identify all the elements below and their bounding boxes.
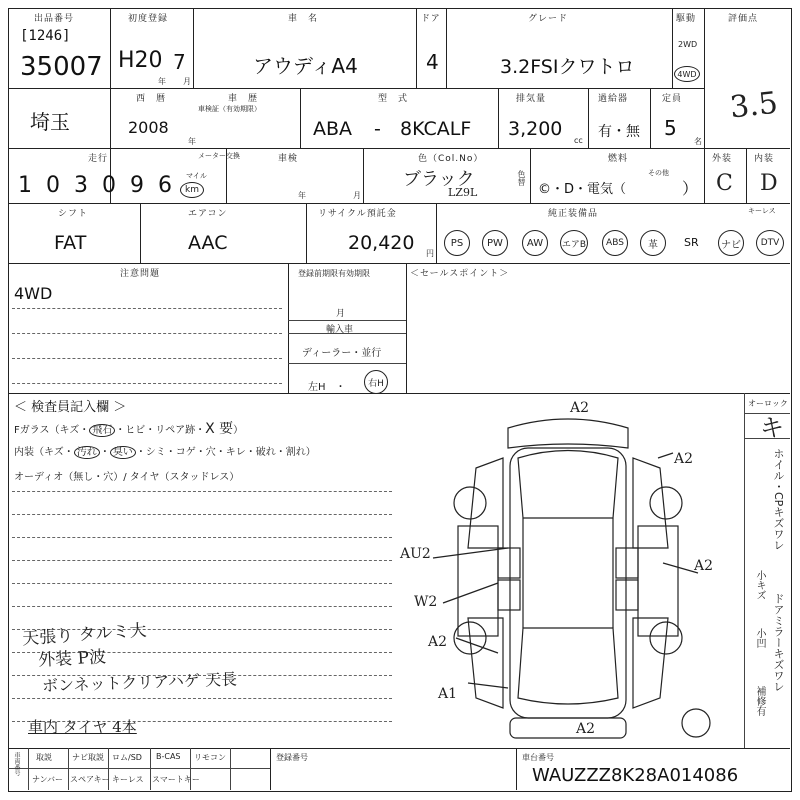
door-label: ドア <box>421 14 441 24</box>
first-reg-label: 初度登録 <box>128 14 169 24</box>
drive-4wd-circle <box>674 66 700 82</box>
capacity-label: 定員 <box>662 94 683 104</box>
model-code: 8KCALF <box>400 118 472 140</box>
mileage-digit: 0 <box>102 173 116 198</box>
drive-2wd: 2WD <box>678 40 698 49</box>
sales-label: ＜セールスポイント＞ <box>410 269 510 279</box>
supercharger: 有・無 <box>598 124 640 140</box>
footer-number: ナンバー <box>32 775 64 784</box>
footer-side-label: 車両番号 <box>13 752 20 776</box>
drive-label: 駆動 <box>676 14 697 24</box>
interior-smell: 臭い <box>110 446 136 459</box>
mileage-digit: 9 <box>130 173 144 198</box>
mileage-miles: マイル <box>186 172 207 180</box>
exhibit-label: 出品番号 <box>34 14 75 24</box>
interior-dirt: 汚れ <box>74 446 100 459</box>
equipment-label-text: 革 <box>648 239 658 251</box>
side-note-repaired: 補修有 <box>754 686 765 716</box>
mileage-digit: 1 <box>18 173 32 198</box>
model-year: 2008 <box>128 118 169 137</box>
damage-mark: A2 <box>576 721 596 737</box>
interior-sep: ・ <box>99 447 110 458</box>
drive-4wd: 4WD <box>677 69 697 79</box>
mileage-km-circle <box>180 182 204 198</box>
inspection-sub: 車検証（有効期限） <box>198 105 261 113</box>
fglass-close: ） <box>233 425 244 436</box>
handle-right: 右H <box>368 378 384 389</box>
model-year-mark: 年 <box>188 137 196 146</box>
vin: WAUZZZ8K28A014086 <box>532 765 739 786</box>
side-note-mirror: ドアミラーキズワレ <box>772 593 785 692</box>
equipment-label: 純正装備品 <box>548 209 599 219</box>
footer-smart-key: スマートキー <box>152 775 200 784</box>
equipment-label-text: DTV <box>760 238 780 248</box>
equipment-airbag <box>560 230 588 256</box>
inspector-title: ＜ 検査員記入欄 ＞ <box>14 400 127 415</box>
score-value: 3.5 <box>728 85 780 126</box>
interior-suffix: ・シミ・コゲ・穴・キレ・破れ・割れ） <box>135 447 316 458</box>
auction-sheet <box>8 8 792 792</box>
color: ブラック <box>403 169 475 190</box>
shaken-year-mark: 年 <box>298 191 306 200</box>
dealer: ディーラー・並行 <box>302 348 382 359</box>
reg-number-label: 登録番号 <box>276 753 308 762</box>
damage-mark: A2 <box>674 451 694 467</box>
equipment-dtv <box>756 230 784 256</box>
mileage-digit: 3 <box>74 173 88 198</box>
equipment-pw <box>482 230 508 256</box>
mileage-label: 走行 <box>88 154 109 164</box>
lot-bracket: [1246] <box>20 28 71 44</box>
fglass-line <box>14 418 243 438</box>
capacity-unit: 名 <box>694 137 702 146</box>
recycle-label: リサイクル預託金 <box>318 209 397 219</box>
interior-label: 内装 <box>754 154 775 164</box>
equipment-label-text: PW <box>487 237 503 249</box>
interior-prefix: 内装（キズ・ <box>14 447 74 458</box>
equipment-sr: SR <box>684 236 699 249</box>
first-reg-era: H20 <box>118 48 163 73</box>
equipment-navi <box>718 230 744 256</box>
ac-label: エアコン <box>188 209 228 219</box>
car-name-label: 車 名 <box>288 14 319 24</box>
region: 埼玉 <box>30 110 70 134</box>
model-label: 型 式 <box>378 94 409 104</box>
damage-mark: A2 <box>428 634 448 650</box>
shift: FAT <box>54 232 87 254</box>
meter-label: メーター交換 <box>198 152 240 160</box>
equipment-leather <box>640 230 666 256</box>
fglass-middle: ・ヒビ・リペア跡・ <box>115 425 206 436</box>
autolock-label: オーロック <box>748 399 788 408</box>
model-year-label: 西 暦 <box>136 94 167 104</box>
caution-label: 注意問題 <box>120 269 161 279</box>
color-code: LZ9L <box>448 186 478 199</box>
equipment-label-text: ABS <box>606 238 624 248</box>
footer-spare-key: スペアキー <box>70 775 110 784</box>
caution-text: 4WD <box>14 284 53 303</box>
fglass-chip: 飛石 <box>89 424 115 437</box>
capacity: 5 <box>664 116 677 140</box>
footer-manual: 取説 <box>36 753 52 762</box>
audio-line: オーディオ（無し・穴）/ タイヤ（スタッドレス） <box>14 472 240 483</box>
footer-rom-sd: ロム/SD <box>112 753 142 762</box>
handnote-headliner: 天張り タルミ大 <box>21 620 148 650</box>
lot-number: 35007 <box>20 52 103 82</box>
interior-line <box>14 443 316 458</box>
handle: 左H ・ <box>308 382 346 393</box>
recycle-unit: 円 <box>426 249 434 258</box>
footer-bcas: B-CAS <box>156 752 181 761</box>
damage-mark: A2 <box>694 558 714 574</box>
footer-keyless: キーレス <box>112 775 144 784</box>
model-dash: - <box>374 118 381 140</box>
shift-label: シフト <box>58 209 89 219</box>
footer-navi-manual: ナビ取説 <box>72 753 104 762</box>
mileage-digit: 6 <box>158 173 172 198</box>
fuel-options: ©・D・電気（ <box>538 182 627 197</box>
score-label: 評価点 <box>728 14 759 24</box>
model-prefix: ABA <box>313 118 353 140</box>
grade: 3.2FSIクワトロ <box>500 56 635 78</box>
displacement-unit: cc <box>574 136 583 145</box>
handnote-bonnet: ボンネットクリアハゲ 天長 <box>41 669 238 696</box>
equipment-aw <box>522 230 548 256</box>
import-label: 輸入車 <box>326 325 354 335</box>
color-label: 色（Col.No） <box>418 154 484 164</box>
shaken-month-mark: 月 <box>353 191 361 200</box>
first-reg-month: 7 <box>173 50 186 74</box>
damage-mark: AU2 <box>400 546 431 562</box>
displacement-label: 排気量 <box>516 94 547 104</box>
reg-label: 登録前期限有効期限 <box>298 269 370 278</box>
vin-label: 車台番号 <box>522 753 554 762</box>
footer-remote: リモコン <box>194 753 226 762</box>
exterior-label: 外装 <box>712 154 733 164</box>
month-mark: 月 <box>183 77 191 86</box>
side-note-small-dent: 小凹 <box>754 628 765 648</box>
displacement: 3,200 <box>508 118 563 140</box>
supercharger-label: 過給器 <box>598 94 629 104</box>
reg-month: 月 <box>336 309 346 319</box>
equipment-label-text: エアB <box>561 239 587 250</box>
handnote-tires: 車内 タイヤ 4本 <box>28 718 137 736</box>
handnote-exterior: 外装 P波 <box>37 647 107 671</box>
damage-mark: A1 <box>438 686 458 702</box>
door-count: 4 <box>426 50 439 74</box>
autolock-mark: キ <box>760 414 784 442</box>
car-diagram <box>398 398 738 748</box>
fuel-other: その他 <box>648 169 669 177</box>
mileage-digit: 0 <box>46 173 60 198</box>
inspection-label: 車 歴 <box>228 94 259 104</box>
side-note-small-scratch: 小キズ <box>754 570 765 600</box>
equipment-ps <box>444 230 470 256</box>
equipment-abs <box>602 230 628 256</box>
fuel-close: ） <box>682 179 699 198</box>
equipment-label-text: PS <box>450 237 464 249</box>
mileage-km: km <box>185 185 199 195</box>
car-name: アウディA4 <box>253 54 358 78</box>
ac: AAC <box>188 232 228 254</box>
shaken-label: 車検 <box>278 154 299 164</box>
exterior-grade: C <box>716 171 733 196</box>
grade-label: グレード <box>528 14 569 24</box>
fglass-prefix: Fガラス（キズ・ <box>14 425 90 436</box>
equipment-label-text: ナビ <box>721 239 741 251</box>
handle-right-circle <box>364 370 388 394</box>
fuel-label: 燃料 <box>608 154 629 164</box>
fglass-required: X 要 <box>205 421 234 437</box>
side-note-wheel: ホイル・CPキズワレ <box>772 448 785 551</box>
damage-mark: A2 <box>570 400 590 416</box>
interior-grade: D <box>760 171 778 196</box>
year-mark: 年 <box>158 77 166 86</box>
damage-mark: W2 <box>414 594 438 610</box>
color-change-label: 色替 <box>517 170 526 186</box>
keyless-label: キーレス <box>748 207 776 215</box>
equipment-label-text: AW <box>526 237 544 249</box>
recycle: 20,420 <box>348 232 415 254</box>
